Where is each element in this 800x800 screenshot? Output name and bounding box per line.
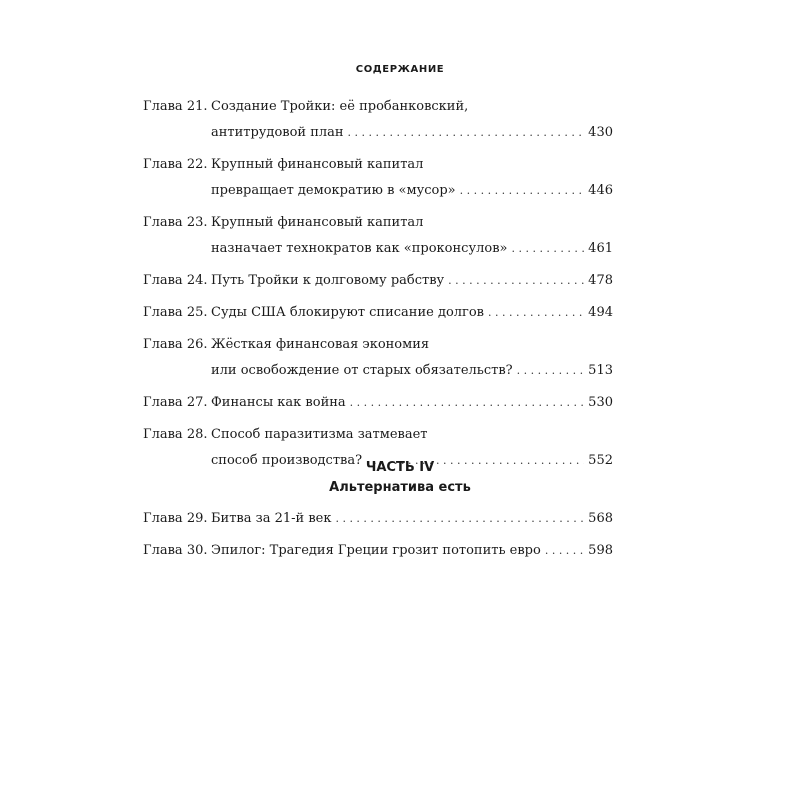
chapter-title: Суды США блокируют списание долгов bbox=[211, 305, 484, 320]
chapter-title-continued: превращает демократию в «мусор» bbox=[211, 183, 456, 198]
chapter-label: Глава 21. bbox=[143, 99, 208, 114]
toc-entry-chapter-30[interactable] bbox=[143, 538, 613, 564]
table-of-contents-part-4 bbox=[143, 506, 613, 564]
chapter-title: Крупный финансовый капитал bbox=[211, 157, 424, 172]
dot-leader bbox=[545, 538, 584, 564]
chapter-label: Глава 30. bbox=[143, 543, 208, 558]
chapter-title-continued: антитрудовой план bbox=[211, 125, 344, 140]
dot-leader bbox=[335, 506, 584, 532]
toc-entry-chapter-26[interactable] bbox=[143, 332, 613, 384]
dot-leader bbox=[348, 120, 585, 146]
chapter-title: Эпилог: Трагедия Греции грозит потопить евро bbox=[211, 543, 541, 558]
page-number: 513 bbox=[588, 363, 613, 378]
dot-leader bbox=[517, 358, 585, 384]
chapter-title: Способ паразитизма затмевает bbox=[211, 427, 428, 442]
running-head: СОДЕРЖАНИЕ bbox=[355, 64, 445, 75]
dot-leader bbox=[511, 236, 584, 262]
chapter-title: Финансы как война bbox=[211, 395, 346, 410]
part-number: ЧАСТЬ IV bbox=[365, 460, 435, 475]
chapter-title: Крупный финансовый капитал bbox=[211, 215, 424, 230]
chapter-title-continued: или освобождение от старых обязательств? bbox=[211, 363, 513, 378]
dot-leader bbox=[488, 300, 584, 326]
chapter-label: Глава 29. bbox=[143, 511, 208, 526]
chapter-title-continued: назначает технократов как «проконсулов» bbox=[211, 241, 508, 256]
page-number: 598 bbox=[588, 543, 613, 558]
chapter-label: Глава 25. bbox=[143, 305, 208, 320]
page-number: 530 bbox=[588, 395, 613, 410]
part-heading bbox=[0, 458, 800, 498]
toc-entry-chapter-24[interactable] bbox=[143, 268, 613, 294]
page-number: 494 bbox=[588, 305, 613, 320]
page-number: 430 bbox=[588, 125, 613, 140]
chapter-title: Создание Тройки: её пробанковский, bbox=[211, 99, 469, 114]
chapter-label: Глава 23. bbox=[143, 215, 208, 230]
chapter-label: Глава 28. bbox=[143, 427, 208, 442]
table-of-contents bbox=[143, 94, 613, 474]
page-number: 446 bbox=[588, 183, 613, 198]
toc-entry-chapter-23[interactable] bbox=[143, 210, 613, 262]
page-number: 568 bbox=[588, 511, 613, 526]
dot-leader bbox=[460, 178, 585, 204]
chapter-label: Глава 26. bbox=[143, 337, 208, 352]
chapter-title: Жёсткая финансовая экономия bbox=[211, 337, 430, 352]
page-number: 478 bbox=[588, 273, 613, 288]
toc-entry-chapter-22[interactable] bbox=[143, 152, 613, 204]
page-number: 552 bbox=[588, 453, 613, 468]
toc-entry-chapter-29[interactable] bbox=[143, 506, 613, 532]
dot-leader bbox=[448, 268, 584, 294]
chapter-title-continued: способ производства? bbox=[211, 453, 363, 468]
toc-entry-chapter-27[interactable] bbox=[143, 390, 613, 416]
chapter-label: Глава 27. bbox=[143, 395, 208, 410]
chapter-label: Глава 24. bbox=[143, 273, 208, 288]
chapter-title: Битва за 21-й век bbox=[211, 511, 332, 526]
toc-entry-chapter-21[interactable] bbox=[143, 94, 613, 146]
part-title: Альтернатива есть bbox=[329, 480, 471, 495]
dot-leader bbox=[350, 390, 585, 416]
toc-entry-chapter-25[interactable] bbox=[143, 300, 613, 326]
chapter-label: Глава 22. bbox=[143, 157, 208, 172]
chapter-title: Путь Тройки к долговому рабству bbox=[211, 273, 445, 288]
page-number: 461 bbox=[588, 241, 613, 256]
